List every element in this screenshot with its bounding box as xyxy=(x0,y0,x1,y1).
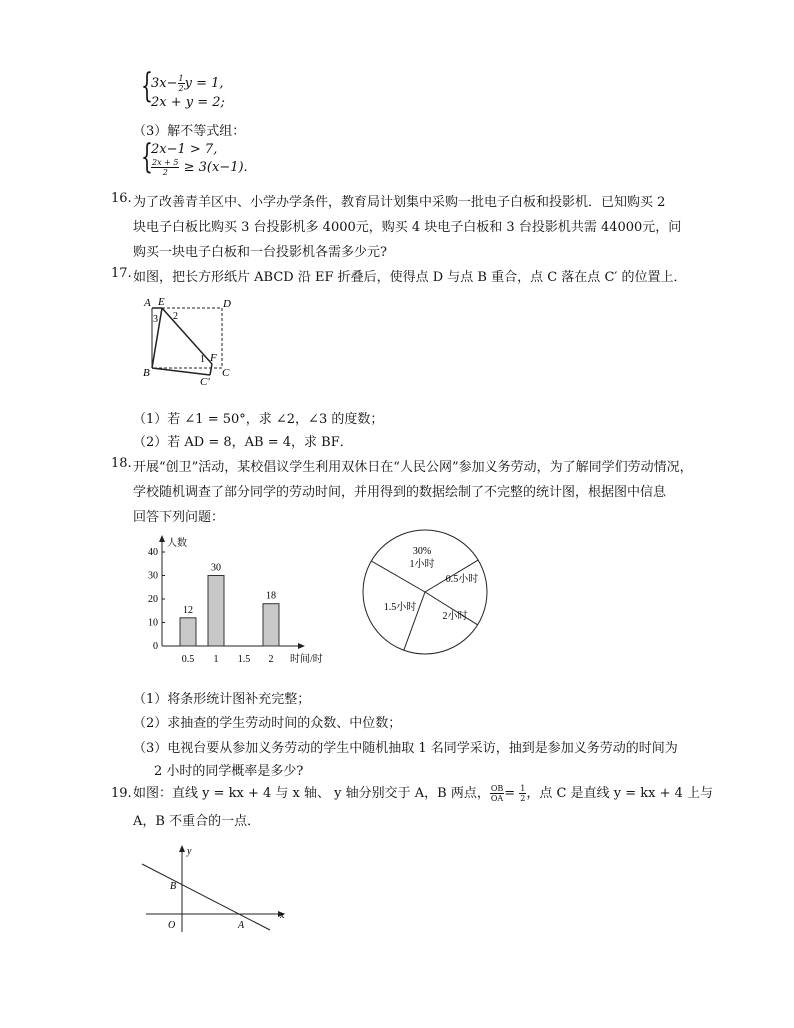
pie-chart xyxy=(350,528,500,658)
q17-line-1: 如图，把长方形纸片 ABCD 沿 EF 折叠后，使得点 D 与点 B 重合，点 C 落在点 C′ 的位置上． xyxy=(133,270,687,285)
q16-line-2: 块电子白板比购买 3 台投影机多 4000元，购买 4 块电子白板和 3 台投影机共需 44000元，问 xyxy=(133,220,682,235)
bar-value-label: 18 xyxy=(266,590,276,602)
label-E: E xyxy=(158,296,165,308)
y-axis-arrow-icon xyxy=(159,535,165,542)
q15-inequality-2: $\frac{2x + 5}{2}$ ≥ 3(x−1). xyxy=(152,158,248,177)
fraction-one-half: $\frac{1}{2}$ xyxy=(520,784,526,803)
q15-equation-1: 3x− $\frac{1}{2}$ y = 1, xyxy=(151,74,224,93)
q16-line-3: 购买一块电子白板和一台投影机各需多少元? xyxy=(133,245,387,260)
label-F: F xyxy=(210,352,217,364)
y-axis-title: 人数 xyxy=(167,538,187,549)
y-axis-arrow-icon xyxy=(179,845,185,852)
angle-label-3: 3 xyxy=(153,314,158,325)
q18-part-3b: 2 小时的同学概率是多少? xyxy=(154,764,304,779)
bar-chart xyxy=(140,530,340,670)
angle-label-1: 1 xyxy=(200,354,205,365)
q19-line-1: 如图：直线 y = kx + 4 与 x 轴、 y 轴分别交于 A，B 两点， $\frac{OB}{OA}$ = $\frac{1}{2}$ ，点 C 是直线 y = kx + 4 上与 xyxy=(133,784,714,803)
q15-inequality-1: 2x−1 > 7, xyxy=(151,142,218,157)
label-A: A xyxy=(144,297,151,309)
axis-label-y: y xyxy=(187,846,192,857)
system-brace-2: { xyxy=(141,137,153,177)
q19-line-2: A，B 不重合的一点． xyxy=(133,814,261,829)
fraction-half: $\frac{1}{2}$ xyxy=(178,74,184,93)
q19-figure xyxy=(138,842,298,940)
x-axis-arrow-icon xyxy=(298,643,305,649)
q18-part-1: （1）将条形统计图补充完整； xyxy=(133,692,311,707)
label-D: D xyxy=(223,298,231,310)
q15-equation-2: 2x + y = 2; xyxy=(151,95,225,110)
fraction-ob-over-oa: $\frac{OB}{OA}$ xyxy=(490,784,504,803)
line-y-kx-4 xyxy=(142,864,270,930)
y-tick-label: 20 xyxy=(148,594,158,605)
point-label-O: O xyxy=(168,920,176,931)
q17-figure xyxy=(138,292,238,388)
pie-slice-percent-1h: 30% xyxy=(412,546,432,557)
q18-number: 18. xyxy=(111,456,132,471)
pie-slice-label-1.5h: 1.5小时 xyxy=(383,602,417,613)
point-label-A: A xyxy=(238,920,245,931)
bar xyxy=(208,576,224,647)
point-label-B: B xyxy=(170,881,177,892)
q16-line-1: 为了改善青羊区中、小学办学条件，教育局计划集中采购一批电子白板和投影机．已知购买 2 xyxy=(133,195,666,210)
label-C: C xyxy=(222,367,230,379)
fraction-2x5-over-2: $\frac{2x + 5}{2}$ xyxy=(152,158,179,177)
x-tick-label: 1.5 xyxy=(237,654,251,665)
q17-part-2: （2）若 AD = 8，AB = 4，求 BF． xyxy=(133,435,353,450)
y-tick-label: 40 xyxy=(148,547,158,558)
pie-slice-divider xyxy=(404,592,425,650)
q18-line-3: 回答下列问题： xyxy=(133,510,225,525)
pie-slice-label-2h: 2小时 xyxy=(442,611,468,622)
y-tick-label: 30 xyxy=(148,570,158,582)
bar-value-label: 30 xyxy=(211,562,221,574)
q18-line-2: 学校随机调查了部分同学的劳动时间，并用得到的数据绘制了不完整的统计图，根据图中信息 xyxy=(133,485,667,500)
pie-slice-label-0.5h: 0.5小时 xyxy=(445,574,479,585)
label-B: B xyxy=(143,367,150,379)
bar-value-label: 12 xyxy=(183,604,193,616)
x-tick-label: 2 xyxy=(268,654,274,665)
q16-number: 16. xyxy=(111,191,132,206)
x-tick-label: 0.5 xyxy=(181,654,195,665)
edge-bcprime xyxy=(152,368,210,375)
q17-number: 17. xyxy=(111,266,132,281)
y-tick-label: 10 xyxy=(148,617,158,629)
y-tick-label: 0 xyxy=(153,641,158,652)
axis-label-x: x xyxy=(280,910,285,921)
edge-fcprime xyxy=(210,364,212,375)
q17-part-1: （1）若 ∠1 = 50°，求 ∠2，∠3 的度数； xyxy=(133,412,384,427)
bar xyxy=(180,618,196,646)
q15-part3-label: （3）解不等式组： xyxy=(133,124,246,139)
q18-line-1: 开展“创卫”活动，某校倡议学生利用双休日在“人民公网”参加义务劳动，为了解同学们劳动情况， xyxy=(133,460,693,475)
q18-part-2: （2）求抽查的学生劳动时间的众数、中位数； xyxy=(133,716,402,731)
x-tick-label: 1 xyxy=(213,654,219,665)
bar xyxy=(263,604,279,646)
x-axis-title: 时间/时 xyxy=(290,654,323,665)
system-brace-1: { xyxy=(141,66,153,106)
angle-label-2: 2 xyxy=(173,311,178,322)
label-Cprime: C′ xyxy=(200,376,210,388)
q19-number: 19. xyxy=(111,786,132,801)
q18-part-3a: （3）电视台要从参加义务劳动的学生中随机抽取 1 名同学采访，抽到是参加义务劳动的时间为 xyxy=(133,741,678,756)
pie-slice-label-1h: 1小时 xyxy=(409,559,435,570)
